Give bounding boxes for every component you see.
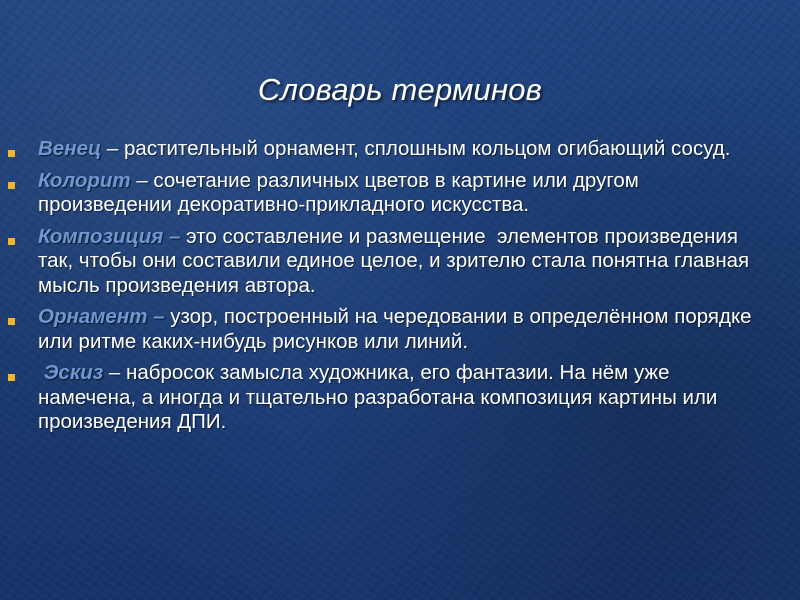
square-bullet-icon [8,374,15,381]
term-list [8,137,768,442]
term-item-eskiz [8,361,768,435]
term-item-kompozitsiya [8,225,768,299]
square-bullet-icon [8,150,15,157]
square-bullet-icon [8,318,15,325]
term-word: Колорит [38,168,131,192]
term-definition: – набросок замысла художника, его фантазии. На нём уже намечена, а иногда и тщательно разработана композиция картины или произведения ДПИ. [38,361,718,433]
slide-title: Словарь терминов [257,72,543,107]
term-item-ornament [8,305,768,354]
square-bullet-icon [8,238,15,245]
term-word: Орнамент – [38,305,165,328]
term-definition: это составление и размещение элементов произведения так, чтобы они составили единое целое, и зрителю стала понятна главная мысль произведения автора. [38,224,755,297]
term-word: Эскиз [38,361,104,384]
term-item-kolorit [8,169,768,218]
term-definition: – сочетание различных цветов в картине или другом произведении декоративно-прикладного искусства. [38,168,685,216]
term-definition: – растительный орнамент, сплошным кольцом огибающий сосуд. [101,137,731,160]
term-item-venets [8,137,768,162]
square-bullet-icon [8,182,15,189]
term-word: Венец [38,137,102,160]
term-word: Композиция – [38,224,181,248]
term-definition: узор, построенный на чередовании в определённом порядке или ритме каких-нибудь рисунков или линий. [38,305,752,353]
